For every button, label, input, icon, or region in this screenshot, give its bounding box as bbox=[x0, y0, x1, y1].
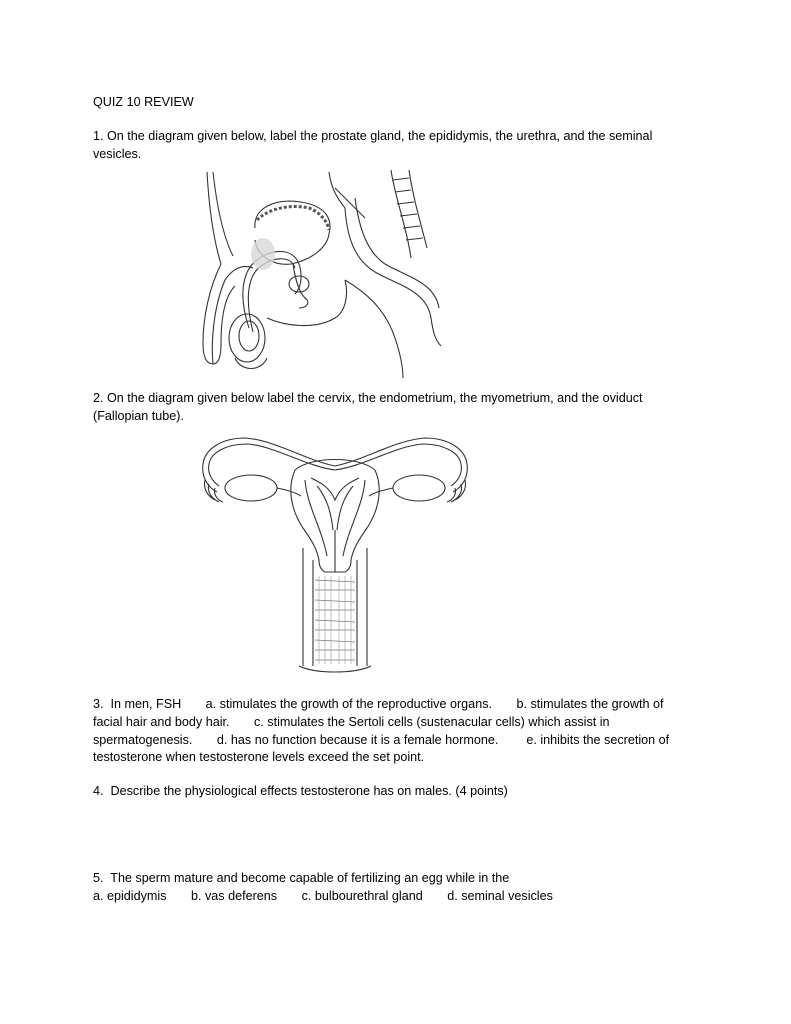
female-reproductive-diagram bbox=[195, 430, 475, 674]
male-reproductive-diagram bbox=[195, 168, 445, 380]
question-5-line-2: a. epididymis b. vas deferens c. bulbourethral gland d. seminal vesicles bbox=[93, 889, 553, 903]
question-5-line-1: 5. The sperm mature and become capable of fertilizing an egg while in the bbox=[93, 871, 510, 885]
question-3-line-1: 3. In men, FSH a. stimulates the growth of the reproductive organs. b. stimulates the growth of bbox=[93, 697, 664, 711]
page-title: QUIZ 10 REVIEW bbox=[93, 95, 194, 109]
question-1-line-1: 1. On the diagram given below, label the prostate gland, the epididymis, the urethra, and the seminal bbox=[93, 129, 653, 143]
question-3-line-3: spermatogenesis. d. has no function because it is a female hormone. e. inhibits the secretion of bbox=[93, 733, 670, 747]
question-1-line-2: vesicles. bbox=[93, 147, 142, 161]
question-3-line-4: testosterone when testosterone levels exceed the set point. bbox=[93, 750, 425, 764]
question-2-line-1: 2. On the diagram given below label the cervix, the endometrium, the myometrium, and the oviduct bbox=[93, 391, 643, 405]
question-3-line-2: facial hair and body hair. c. stimulates the Sertoli cells (sustenacular cells) which assist in bbox=[93, 715, 610, 729]
question-4-line-1: 4. Describe the physiological effects testosterone has on males. (4 points) bbox=[93, 784, 508, 798]
question-2-line-2: (Fallopian tube). bbox=[93, 409, 185, 423]
